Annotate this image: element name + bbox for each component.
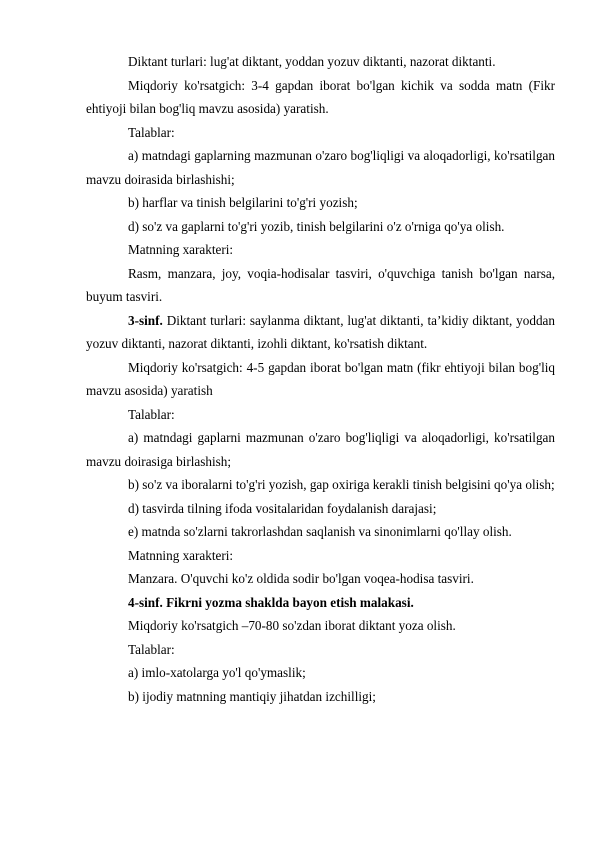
paragraph-quantity-indicator-3	[86, 356, 555, 403]
paragraph-bold-lead: 3-sinf.	[128, 312, 163, 328]
paragraph-requirement-d	[86, 215, 555, 239]
paragraph-text: e) matnda so'zlarni takrorlashdan saqlanish va sinonimlarni qo'llay olish.	[128, 524, 512, 539]
paragraph-grade-4-heading	[86, 591, 555, 615]
paragraph-requirement-b	[86, 191, 555, 215]
paragraph-requirement-a-4	[86, 661, 555, 685]
document-body	[86, 50, 555, 708]
paragraph-text-character-heading	[86, 238, 555, 262]
paragraph-text: a) matndagi gaplarni mazmunan o'zaro bog'liqligi va aloqadorligi, ko'rsatilgan mavzu doirasiga birlashish;	[86, 430, 555, 469]
paragraph-text: a) imlo-xatolarga yo'l qo'ymaslik;	[128, 665, 306, 680]
paragraph-text-character	[86, 262, 555, 309]
paragraph-dictation-types	[86, 50, 555, 74]
paragraph-text: Matnning xarakteri:	[128, 547, 234, 563]
paragraph-requirement-b-3	[86, 473, 555, 497]
paragraph-text: Talablar:	[128, 124, 175, 140]
paragraph-text: b) harflar va tinish belgilarini to'g'ri yozish;	[128, 195, 358, 210]
paragraph-text: Manzara. O'quvchi ko'z oldida sodir bo'lgan voqea-hodisa tasviri.	[128, 571, 474, 586]
paragraph-text: d) so'z va gaplarni to'g'ri yozib, tinish belgilarini o'z o'rniga qo'ya olish.	[128, 218, 505, 234]
paragraph-requirement-a	[86, 144, 555, 191]
paragraph-requirement-b-4	[86, 685, 555, 709]
paragraph-text: Rasm, manzara, joy, voqia-hodisalar tasviri, o'quvchiga tanish bo'lgan narsa, buyum tasviri.	[86, 265, 555, 304]
paragraph-requirements-heading-4	[86, 638, 555, 662]
paragraph-text: b) ijodiy matnning mantiqiy jihatdan izchilligi;	[128, 688, 376, 704]
paragraph-requirement-d-3	[86, 497, 555, 521]
paragraph-text: Diktant turlari: saylanma diktant, lug'at diktanti, ta’kidiy diktant, yoddan yozuv diktanti, nazorat diktanti, izohli diktant, ko'rsatish diktant.	[86, 312, 555, 351]
paragraph-text: Miqdoriy ko'rsatgich: 3-4 gapdan iborat bo'lgan kichik va sodda matn (Fikr ehtiyoji bilan bog'liq mavzu asosida) yaratish.	[86, 77, 555, 116]
paragraph-text-character-heading-3	[86, 544, 555, 568]
paragraph-quantity-indicator-4	[86, 614, 555, 638]
paragraph-text: Talablar:	[128, 406, 175, 422]
paragraph-text: b) so'z va iboralarni to'g'ri yozish, gap oxiriga kerakli tinish belgisini qo'ya olish;	[128, 477, 555, 492]
paragraph-text: a) matndagi gaplarning mazmunan o'zaro bog'liqligi va aloqadorligi, ko'rsatilgan mavzu doirasida birlashishi;	[86, 148, 555, 187]
paragraph-requirement-e-3	[86, 520, 555, 544]
paragraph-requirements-heading	[86, 121, 555, 145]
paragraph-text-character-3	[86, 567, 555, 591]
paragraph-text: d) tasvirda tilning ifoda vositalaridan foydalanish darajasi;	[128, 500, 437, 516]
paragraph-text: Miqdoriy ko'rsatgich: 4-5 gapdan iborat bo'lgan matn (fikr ehtiyoji bilan bog'liq mavzu asosida) yaratish	[86, 359, 555, 398]
paragraph-requirement-a-3	[86, 426, 555, 473]
paragraph-requirements-heading-3	[86, 403, 555, 427]
paragraph-bold-lead: 4-sinf. Fikrni yozma shaklda bayon etish malakasi.	[128, 594, 414, 610]
paragraph-grade-3	[86, 309, 555, 356]
paragraph-text: Talablar:	[128, 641, 175, 657]
paragraph-quantity-indicator	[86, 74, 555, 121]
paragraph-text: Miqdoriy ko'rsatgich –70-80 so'zdan iborat diktant yoza olish.	[128, 618, 456, 633]
paragraph-text: Matnning xarakteri:	[128, 242, 234, 257]
paragraph-text: Diktant turlari: lug'at diktant, yoddan yozuv diktanti, nazorat diktanti.	[128, 54, 496, 69]
